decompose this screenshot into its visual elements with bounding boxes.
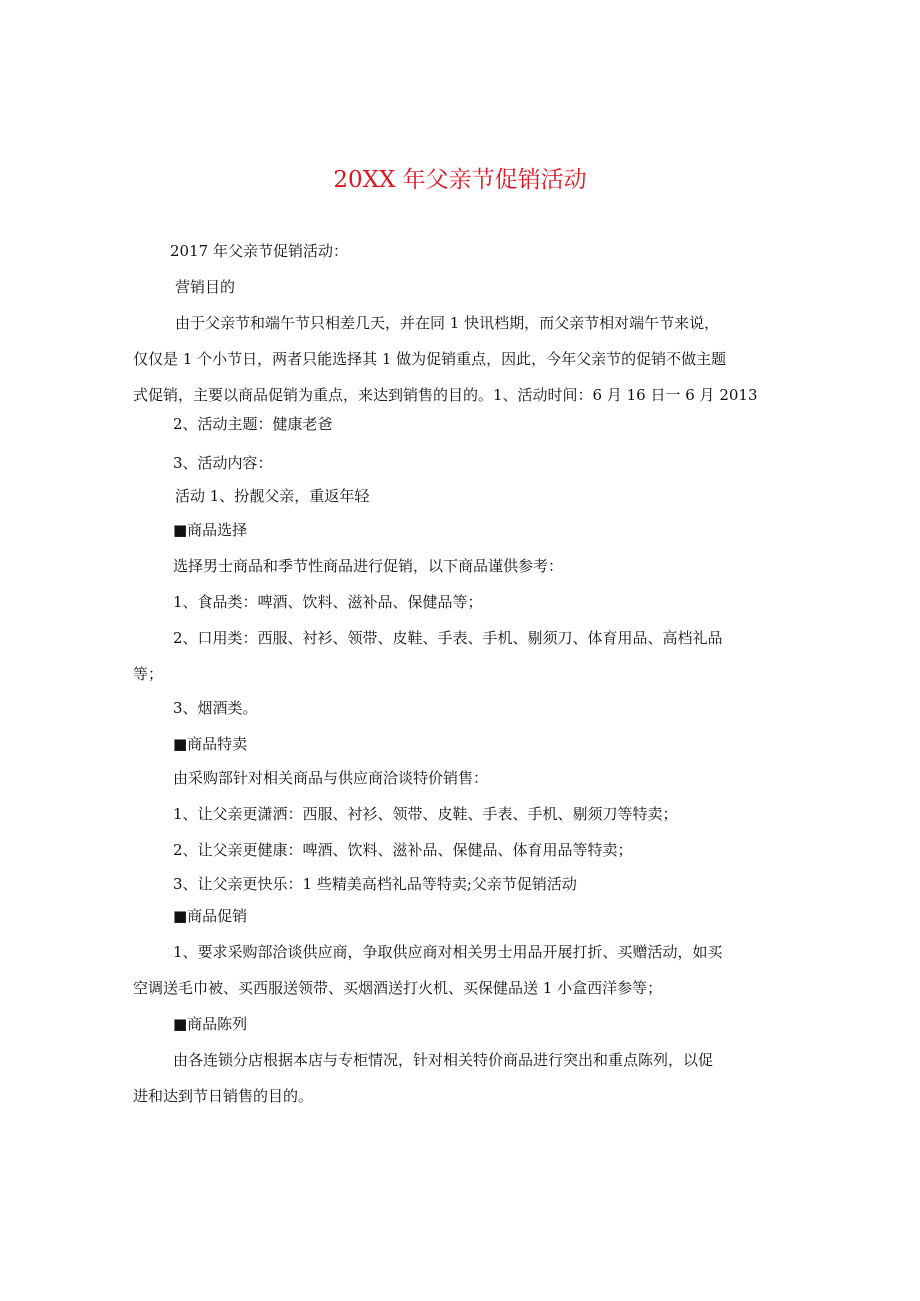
list-item: 1、食品类：啤酒、饮料、滋补品、保健品等； [173, 593, 483, 611]
section-marketing-goal: 营销目的 [175, 278, 236, 296]
section-product-display: ■商品陈列 [173, 1015, 248, 1033]
section-product-selection: ■商品选择 [173, 521, 248, 539]
list-item-continuation: 等； [133, 665, 164, 683]
list-item: 3、让父亲更快乐：1 些精美高档礼品等特卖;父亲节促销活动 [173, 875, 577, 893]
paragraph-line: 式促销，主要以商品促销为重点，来达到销售的目的。1、活动时间：6 月 16 日一 6 月 2013 [133, 386, 758, 404]
section-special-sale: ■商品特卖 [173, 735, 248, 753]
intro-heading: 2017 年父亲节促销活动： [170, 242, 348, 260]
paragraph-line: 仅仅是 1 个小节日，两者只能选择其 1 做为促销重点，因此，今年父亲节的促销不做主题 [133, 350, 727, 368]
list-item: 3、烟酒类。 [173, 699, 258, 717]
list-item: 2、让父亲更健康：啤酒、饮料、滋补品、保健品、体育用品等特卖； [173, 841, 633, 859]
activity-content: 3、活动内容： [173, 454, 273, 472]
activity-theme: 2、活动主题：健康老爸 [173, 415, 333, 433]
activity-one: 活动 1、扮靓父亲，重返年轻 [175, 487, 370, 505]
paragraph-line: 由采购部针对相关商品与供应商洽谈特价销售： [173, 769, 489, 787]
paragraph-line: 由各连锁分店根据本店与专柜情况，针对相关特价商品进行突出和重点陈列，以促 [173, 1051, 714, 1069]
paragraph-line: 空调送毛巾被、买西服送领带、买烟酒送打火机、买保健品送 1 小盒西洋参等； [133, 979, 663, 997]
section-product-promotion: ■商品促销 [173, 907, 248, 925]
paragraph-line: 由于父亲节和端午节只相差几天，并在同 1 快讯档期，而父亲节相对端午节来说， [175, 314, 720, 332]
paragraph-line: 进和达到节日销售的目的。 [133, 1087, 314, 1105]
paragraph-line: 1、要求采购部洽谈供应商，争取供应商对相关男士用品开展打折、买赠活动，如买 [173, 943, 723, 961]
list-item: 2、口用类：西服、衬衫、领带、皮鞋、手表、手机、剔须刀、体育用品、高档礼品 [173, 629, 723, 647]
paragraph-line: 选择男士商品和季节性商品进行促销，以下商品谨供参考： [173, 557, 564, 575]
document-title: 20XX 年父亲节促销活动 [333, 167, 587, 193]
list-item: 1、让父亲更潇洒：西服、衬衫、领带、皮鞋、手表、手机、剔须刀等特卖； [173, 805, 678, 823]
